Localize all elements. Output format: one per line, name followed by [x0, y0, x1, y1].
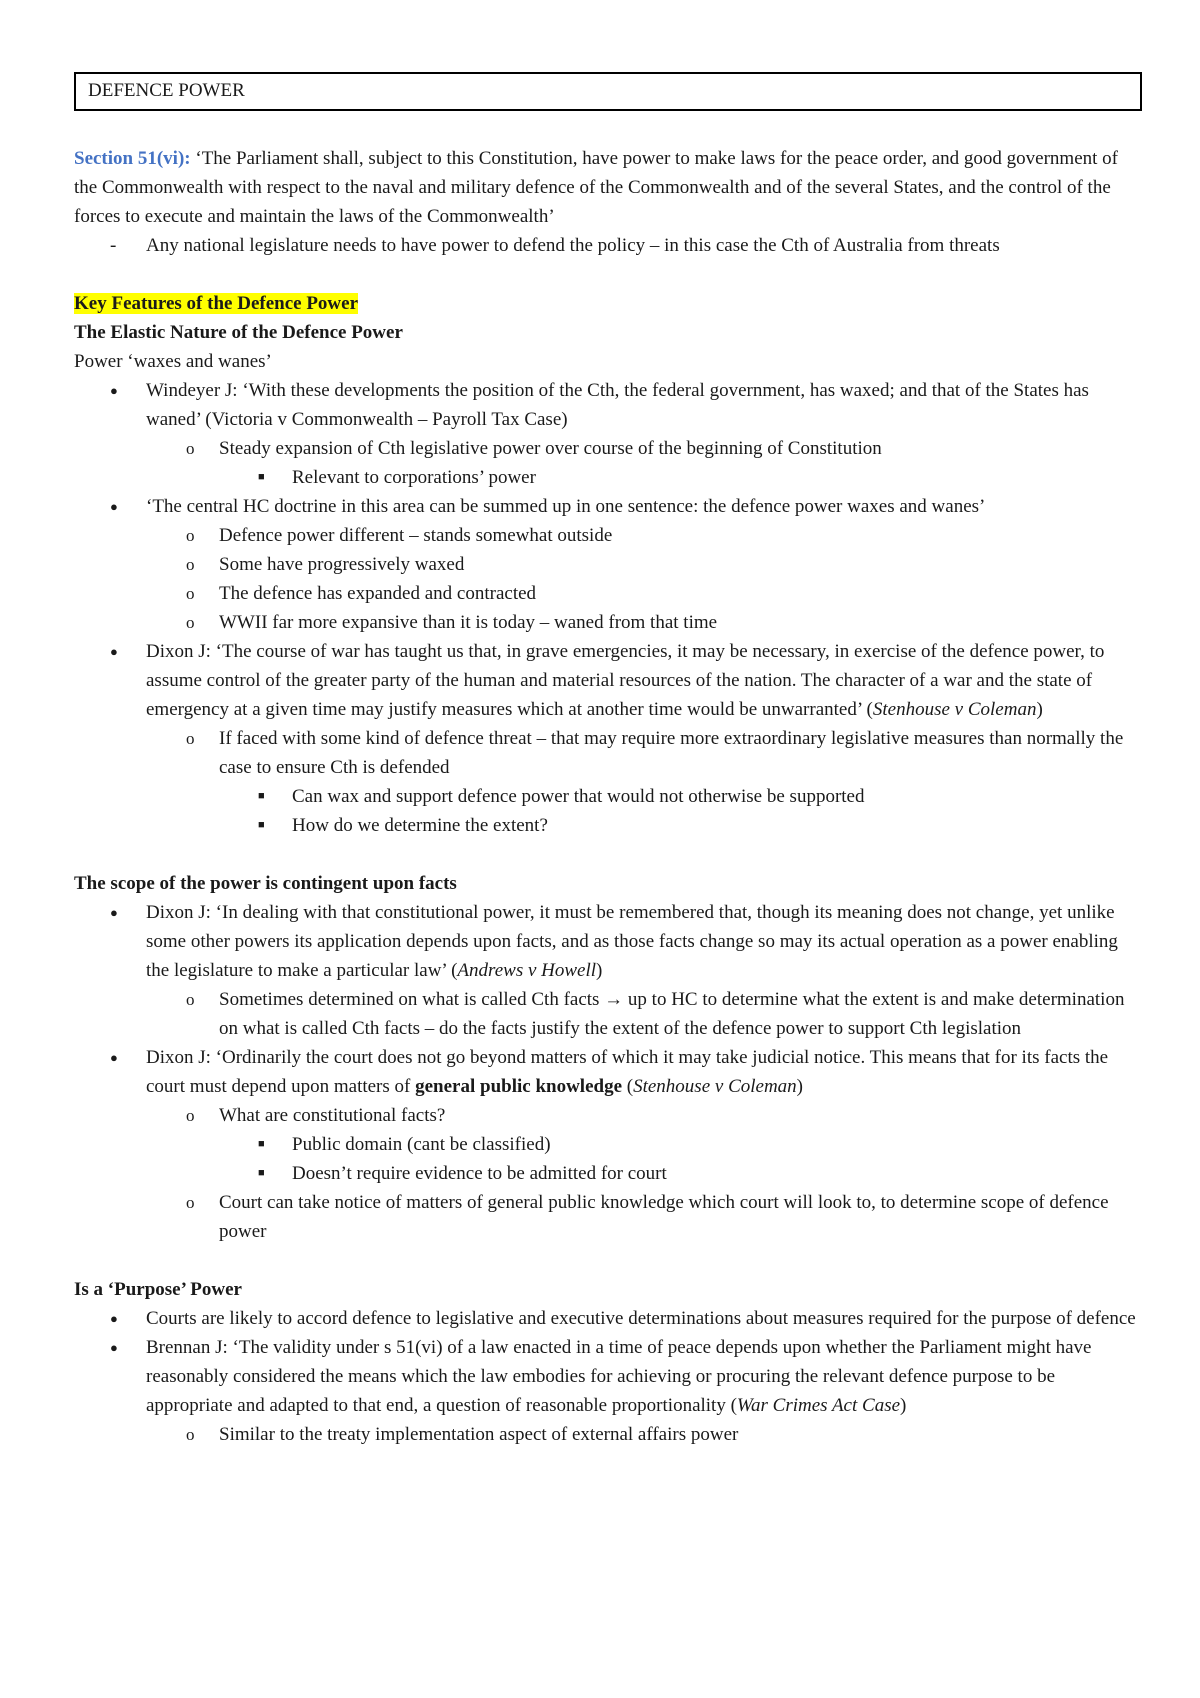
dash-marker: -: [110, 235, 117, 256]
purpose-list: [74, 1304, 1142, 1449]
elastic-heading: The Elastic Nature of the Defence Power: [74, 322, 403, 343]
circle-bullet-icon: o: [186, 439, 195, 458]
bullet-icon: ●: [110, 1050, 118, 1065]
elastic-intro: Power ‘waxes and wanes’: [74, 351, 272, 372]
circle-bullet-icon: o: [186, 1425, 195, 1444]
list-item: o Court can take notice of matters of general public knowledge which court will look to, to determine scope of defence power: [74, 1188, 1142, 1246]
circle-bullet-icon: o: [186, 1106, 195, 1125]
list-item: ■ Can wax and support defence power that would not otherwise be supported: [74, 782, 1142, 811]
list-item: ● Dixon J: ‘Ordinarily the court does not go beyond matters of which it may take judicial notice. This means that for its facts the court must depend upon matters of general public knowledge (Stenhouse v Coleman): [74, 1043, 1142, 1101]
square-bullet-icon: ■: [258, 790, 265, 802]
section-quote: ‘The Parliament shall, subject to this Constitution, have power to make laws for the peace order, and good government of the Commonwealth with respect to the naval and military defence of the Commonwealth and of the several States, and the control of the forces to execute and maintain the laws of the Commonwealth’: [74, 148, 1118, 227]
case-name: War Crimes Act Case: [736, 1395, 901, 1416]
scope-heading: The scope of the power is contingent upon facts: [74, 873, 457, 894]
case-name: Andrews v Howell: [457, 960, 597, 981]
bullet-icon: ●: [110, 1311, 118, 1326]
list-item: ■ Doesn’t require evidence to be admitted for court: [74, 1159, 1142, 1188]
circle-bullet-icon: o: [186, 1193, 195, 1212]
case-name: Stenhouse v Coleman: [872, 699, 1037, 720]
bullet-icon: ●: [110, 905, 118, 920]
elastic-list: [74, 376, 1142, 840]
list-item: o Sometimes determined on what is called Cth facts → up to HC to determine what the extent is and make determination on what is called Cth facts – do the facts justify the extent of the defence power to support Cth legislation: [74, 985, 1142, 1043]
list-item: ● Windeyer J: ‘With these developments the position of the Cth, the federal government, has waxed; and that of the States has waned’ (Victoria v Commonwealth – Payroll Tax Case): [74, 376, 1142, 434]
scope-list: [74, 898, 1142, 1246]
list-item: ● Dixon J: ‘The course of war has taught us that, in grave emergencies, it may be necessary, in exercise of the defence power, to assume control of the greater party of the human and material resources of the nation. The character of a war and the state of emergency at a given time may justify measures which at another time would be unwarranted’ (Stenhouse v Coleman): [74, 637, 1142, 724]
list-item: o Similar to the treaty implementation aspect of external affairs power: [74, 1420, 1142, 1449]
circle-bullet-icon: o: [186, 613, 195, 632]
square-bullet-icon: ■: [258, 819, 265, 831]
bullet-icon: ●: [110, 499, 118, 514]
section-intro-list: [74, 231, 1142, 260]
square-bullet-icon: ■: [258, 471, 265, 483]
circle-bullet-icon: o: [186, 526, 195, 545]
circle-bullet-icon: o: [186, 990, 195, 1009]
square-bullet-icon: ■: [258, 1138, 265, 1150]
circle-bullet-icon: o: [186, 584, 195, 603]
bullet-icon: ●: [110, 1340, 118, 1355]
square-bullet-icon: ■: [258, 1167, 265, 1179]
bold-phrase: general public knowledge: [415, 1076, 623, 1097]
purpose-heading: Is a ‘Purpose’ Power: [74, 1279, 242, 1300]
list-item: o If faced with some kind of defence threat – that may require more extraordinary legislative measures than normally the case to ensure Cth is defended: [74, 724, 1142, 782]
list-item: o WWII far more expansive than it is today – waned from that time: [74, 608, 1142, 637]
list-item: ● Courts are likely to accord defence to legislative and executive determinations about measures required for the purpose of defence: [74, 1304, 1142, 1333]
document-page: [74, 72, 1142, 1449]
list-item: o Defence power different – stands somewhat outside: [74, 521, 1142, 550]
case-name: Stenhouse v Coleman: [633, 1076, 797, 1097]
key-features-heading: Key Features of the Defence Power: [74, 293, 359, 314]
list-item: o The defence has expanded and contracted: [74, 579, 1142, 608]
list-item: o What are constitutional facts?: [74, 1101, 1142, 1130]
list-item: ■ How do we determine the extent?: [74, 811, 1142, 840]
list-item: ● Brennan J: ‘The validity under s 51(vi) of a law enacted in a time of peace depends upon whether the Parliament might have reasonably considered the means which the law embodies for achieving or procuring the relevant defence purpose to be appropriate and adapted to that end, a question of reasonable proportionality (War Crimes Act Case): [74, 1333, 1142, 1420]
bullet-icon: ●: [110, 383, 118, 398]
document-title-box: [74, 72, 1142, 111]
list-item: o Some have progressively waxed: [74, 550, 1142, 579]
list-item: ■ Public domain (cant be classified): [74, 1130, 1142, 1159]
circle-bullet-icon: o: [186, 729, 195, 748]
document-title: DEFENCE POWER: [88, 80, 245, 101]
list-item: o Steady expansion of Cth legislative power over course of the beginning of Constitution: [74, 434, 1142, 463]
circle-bullet-icon: o: [186, 555, 195, 574]
section-intro-paragraph: [74, 144, 1142, 231]
list-item: ● ‘The central HC doctrine in this area can be summed up in one sentence: the defence power waxes and wanes’: [74, 492, 1142, 521]
list-item: ■ Relevant to corporations’ power: [74, 463, 1142, 492]
bullet-icon: ●: [110, 644, 118, 659]
section-label: Section 51(vi):: [74, 148, 191, 169]
list-item: - Any national legislature needs to have power to defend the policy – in this case the Cth of Australia from threats: [74, 231, 1142, 260]
list-item: ● Dixon J: ‘In dealing with that constitutional power, it must be remembered that, though its meaning does not change, yet unlike some other powers its application depends upon facts, and as those facts change so may its actual operation as a power enabling the legislature to make a particular law’ (Andrews v Howell): [74, 898, 1142, 985]
